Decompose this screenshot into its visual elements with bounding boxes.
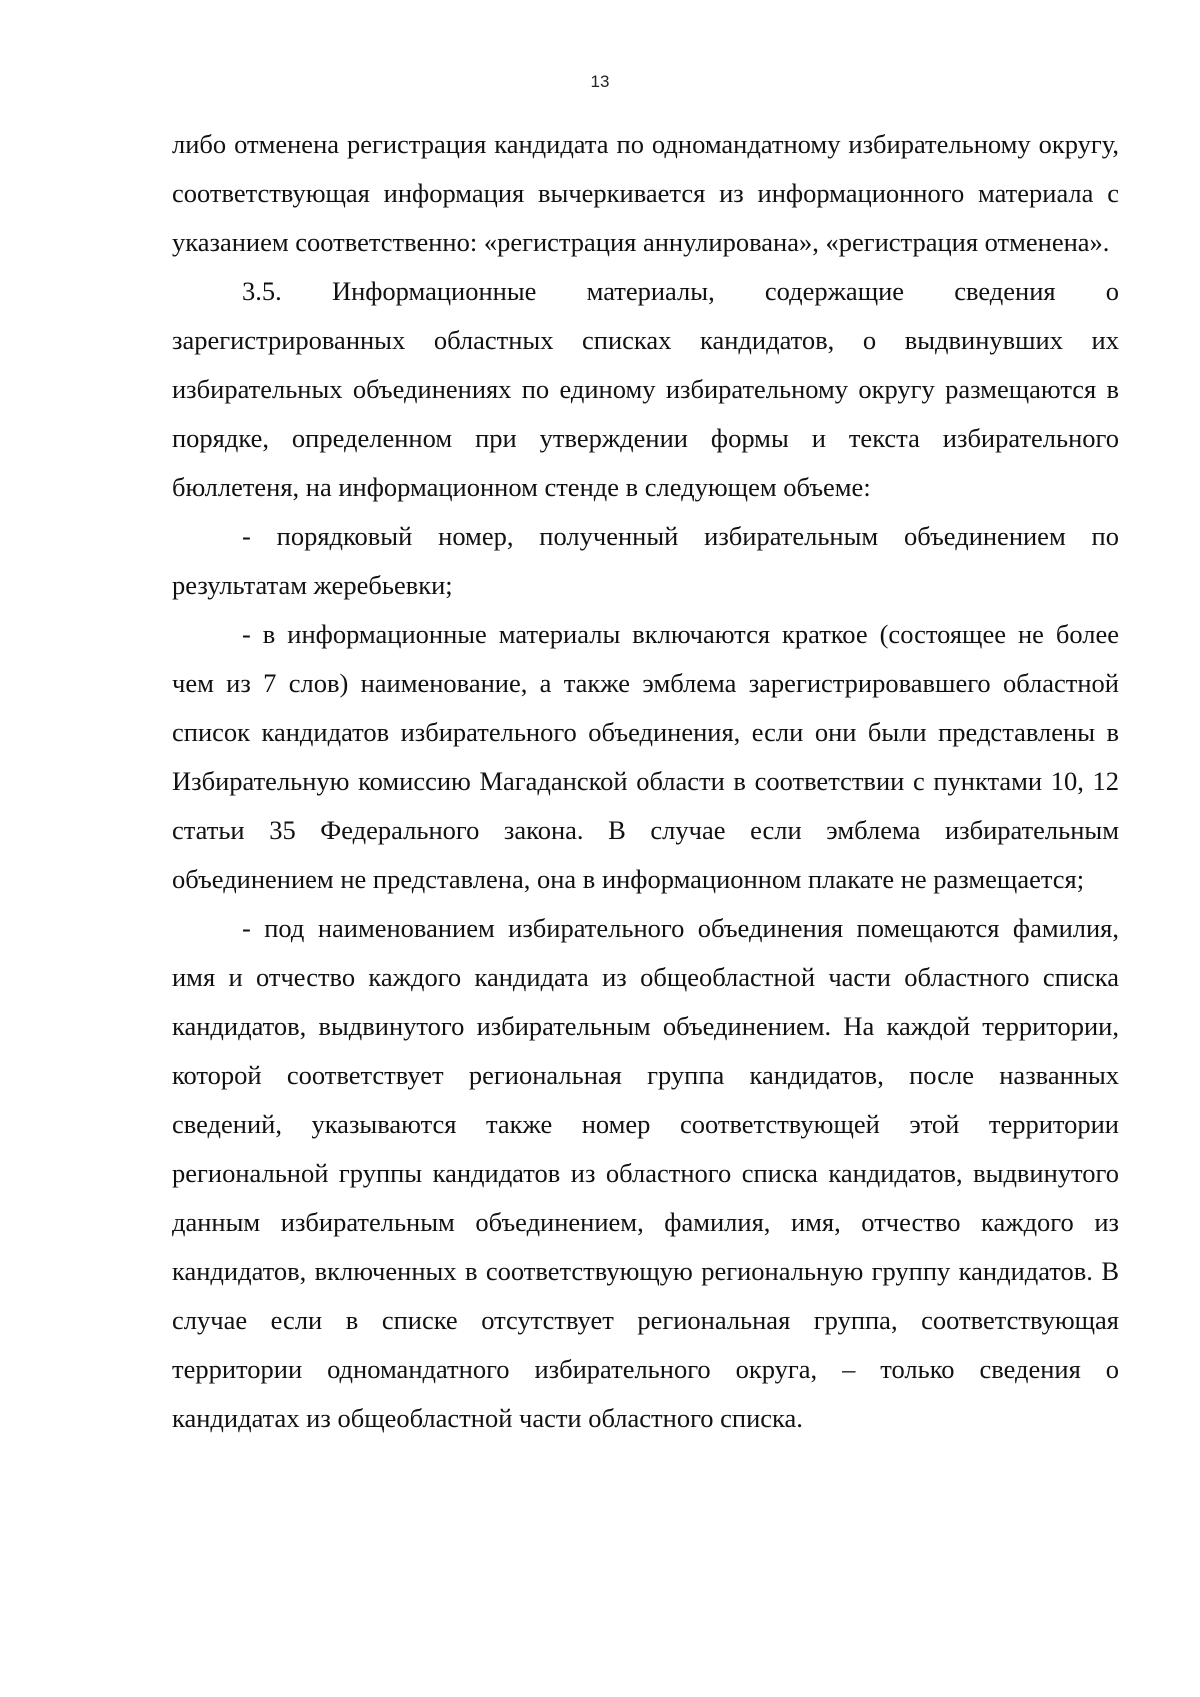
list-item-ordinal-number: - порядковый номер, полученный избирательным объединением по результатам жеребьевки; bbox=[172, 521, 1119, 600]
page-number: 13 bbox=[590, 72, 610, 91]
list-item-short-name-emblem: - в информационные материалы включаются краткое (состоящее не более чем из 7 слов) наименование, а также эмблема зарегистрировавшего областной список кандидатов избирательного объединения, если они были представлены в Избирательную комиссию Магаданской области в соответствии с пунктами 10, 12 статьи 35 Федерального закона. В случае если эмблема избирательным объединением не представлена, она в информационном плакате не размещается; bbox=[172, 619, 1119, 894]
paragraph-section-3-5: 3.5. Информационные материалы, содержащие сведения о зарегистрированных областных списках кандидатов, о выдвинувших их избирательных объединениях по единому избирательному округу размещаются в порядке, определенном при утверждении формы и текста избирательного бюллетеня, на информационном стенде в следующем объеме: bbox=[172, 276, 1119, 502]
paragraph-continuation: либо отменена регистрация кандидата по одномандатному избирательному округу, соответствующая информация вычеркивается из информационного материала с указанием соответственно: «регистрация аннулирована», «регистрация отменена». bbox=[172, 129, 1119, 257]
document-body bbox=[172, 120, 1119, 1443]
list-item-candidate-names: - под наименованием избирательного объединения помещаются фамилия, имя и отчество каждого кандидата из общеобластной части областного списка кандидатов, выдвинутого избирательным объединением. На каждой территории, которой соответствует региональная группа кандидатов, после названных сведений, указываются также номер соответствующей этой территории региональной группы кандидатов из областного списка кандидатов, выдвинутого данным избирательным объединением, фамилия, имя, отчество каждого из кандидатов, включенных в соответствующую региональную группу кандидатов. В случае если в списке отсутствует региональная группа, соответствующая территории одномандатного избирательного округа, – только сведения о кандидатах из общеобластной части областного списка. bbox=[172, 913, 1119, 1433]
